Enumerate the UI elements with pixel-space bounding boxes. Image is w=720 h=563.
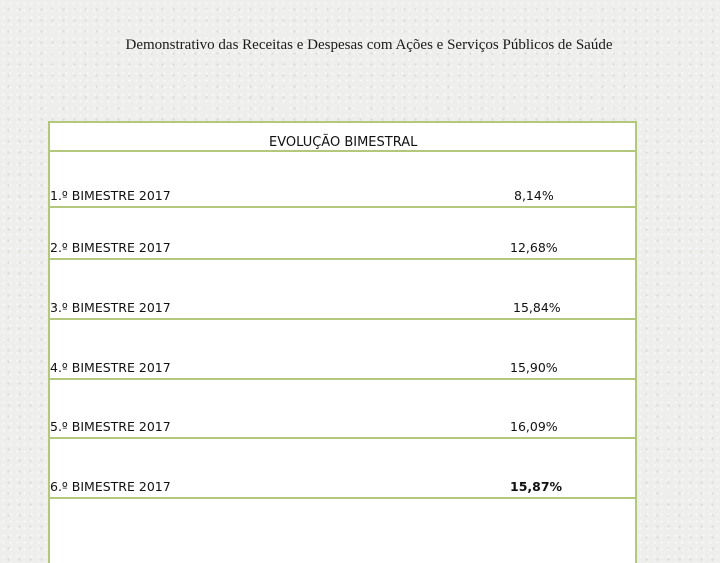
table-row — [50, 320, 635, 380]
document-title: Demonstrativo das Receitas e Despesas com Ações e Serviços Públicos de Saúde — [125, 37, 613, 53]
table-header-text: EVOLUÇÃO BIMESTRAL — [269, 135, 418, 150]
row-label: 1.º BIMESTRE 2017 — [50, 188, 171, 203]
table-row — [50, 380, 635, 439]
row-label: 3.º BIMESTRE 2017 — [50, 300, 171, 315]
table-row — [50, 260, 635, 320]
row-label: 4.º BIMESTRE 2017 — [50, 360, 171, 375]
row-value: 15,87% — [510, 479, 563, 494]
row-value: 15,84% — [513, 300, 561, 315]
row-label: 2.º BIMESTRE 2017 — [50, 240, 171, 255]
row-label: 5.º BIMESTRE 2017 — [50, 419, 171, 434]
bimonthly-evolution-table — [48, 121, 637, 563]
table-row — [50, 152, 635, 208]
row-value: 15,90% — [510, 360, 558, 375]
row-value: 8,14% — [514, 188, 554, 203]
table-header — [50, 123, 635, 152]
table-row — [50, 208, 635, 260]
row-value: 16,09% — [510, 419, 558, 434]
table-row — [50, 439, 635, 499]
row-value: 12,68% — [510, 240, 558, 255]
row-label: 6.º BIMESTRE 2017 — [50, 479, 171, 494]
